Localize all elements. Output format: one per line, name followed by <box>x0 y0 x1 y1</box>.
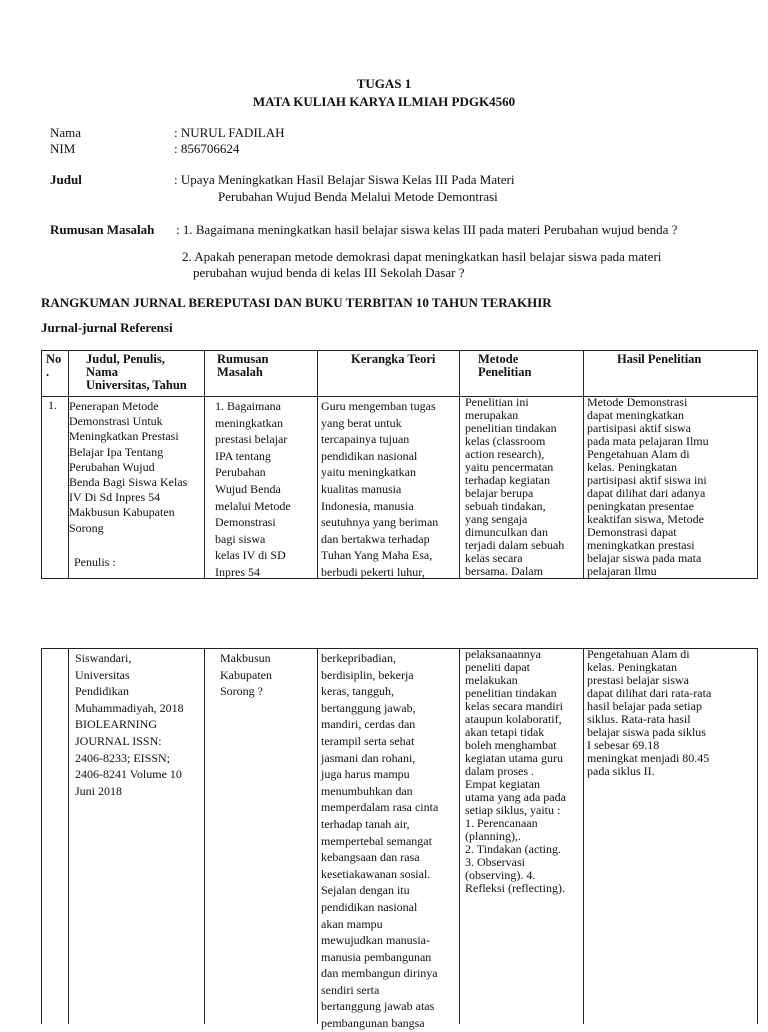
nim-label: NIM <box>50 141 76 156</box>
header-kerangka: Kerangka Teori <box>351 352 436 366</box>
cell-rumusan: Makbusun Kabupaten Sorong ? <box>220 651 272 699</box>
header-hasil: Hasil Penelitian <box>617 352 702 366</box>
header-metode: Metode Penelitian <box>478 352 532 379</box>
rumusan-item-2-line-1: 2. Apakah penerapan metode demokrasi dapat meningkatkan hasil belajar siswa pada materi <box>182 249 662 264</box>
table-border <box>41 350 757 351</box>
nama-value: : NURUL FADILAH <box>174 125 285 140</box>
cell-judul: Siswandari, Universitas Pendidikan Muhammadiyah, 2018 BIOLEARNING JOURNAL ISSN: 2406-8233; EISSN; 2406-8241 Volume 10 Juni 2018 <box>75 651 184 798</box>
cell-judul: Penerapan Metode Demonstrasi Untuk Meningkatkan Prestasi Belajar Ipa Tentang Perubahan Wujud Benda Bagi Siswa Kelas IV Di Sd Inpres 54 Makbusun Kabupaten Sorong <box>69 399 188 535</box>
judul-label: Judul <box>50 172 82 187</box>
table-border <box>459 648 460 1024</box>
cell-penulis: Penulis : <box>74 555 116 569</box>
table-border <box>68 648 69 1024</box>
nim-value: : 856706624 <box>174 141 240 156</box>
rumusan-item-1: : 1. Bagaimana meningkatkan hasil belajar siswa kelas III pada materi Perubahan wujud benda ? <box>176 222 678 237</box>
table-border <box>317 648 318 1024</box>
table-border <box>757 350 758 579</box>
doc-title-tugas: TUGAS 1 <box>356 76 412 91</box>
rumusan-label: Rumusan Masalah <box>50 222 155 237</box>
cell-hasil: Pengetahuan Alam di kelas. Peningkatan prestasi belajar siswa dapat dilihat dari rata-rata hasil belajar pada setiap siklus. Rata-rata hasil belajar siswa pada siklus I sebesar 69.18 meningkat menjadi 80.45 pada siklus II. <box>587 647 712 778</box>
section-subheading: Jurnal-jurnal Referensi <box>41 320 173 335</box>
section-heading: RANGKUMAN JURNAL BEREPUTASI DAN BUKU TERBITAN 10 TAHUN TERAKHIR <box>41 295 552 310</box>
table-border <box>757 648 758 1024</box>
cell-metode: Penelitian ini merupakan penelitian tindakan kelas (classroom action research), yaitu pencermatan terhadap kegiatan belajar berupa sebuah tindakan, yang sengaja dimunculkan dan terjadi dalam sebuah kelas secara bersama. Dalam <box>465 395 565 578</box>
table-border <box>41 350 42 579</box>
table-border <box>41 648 42 1024</box>
doc-title-mata-kuliah: MATA KULIAH KARYA ILMIAH PDGK4560 <box>252 94 516 109</box>
table-border <box>459 350 460 579</box>
row-number: 1. <box>48 398 57 412</box>
header-rumusan: Rumusan Masalah <box>217 352 269 379</box>
rumusan-item-2-line-2: perubahan wujud benda di kelas III Sekolah Dasar ? <box>193 265 465 280</box>
header-judul: Judul, Penulis, Nama Universitas, Tahun <box>86 352 187 392</box>
header-no: No . <box>46 352 62 379</box>
cell-metode: pelaksanaannya peneliti dapat melakukan penelitian tindakan kelas secara mandiri ataupun kolaboratif, akan tetapi tidak boleh menghambat kegiatan utama guru dalam proses . Empat kegiatan utama yang ada pada setiap siklus, yaitu : 1. Perencanaan (planning),. 2. Tindakan (acting. 3. Observasi (observing). 4. Refleksi (reflecting). <box>465 647 566 895</box>
judul-line-1: : Upaya Meningkatkan Hasil Belajar Siswa Kelas III Pada Materi <box>174 172 515 187</box>
cell-kerangka: berkepribadian, berdisiplin, bekerja keras, tangguh, bertanggung jawab, mandiri, cerdas dan terampil serta sehat jasmani dan rohani, juga harus mampu menumbuhkan dan memperdalam rasa cinta terhadap tanah air, mempertebal semangat kebangsaan dan rasa kesetiakawanan sosial. Sejalan dengan itu pendidikan nasional akan mampu mewujudkan manusia- manusia pembangunan dan membangun dirinya sendiri serta bertanggung jawab atas pembangunan bangsa <box>321 651 439 1031</box>
cell-kerangka: Guru mengemban tugas yang berat untuk tercapainya tujuan pendidikan nasional yaitu meningkatkan kualitas manusia Indonesia, manusia seutuhnya yang beriman dan bertakwa terhadap Tuhan Yang Maha Esa, berbudi pekerti luhur, <box>321 399 439 579</box>
judul-line-2: Perubahan Wujud Benda Melalui Metode Demontrasi <box>218 189 498 204</box>
table-border <box>317 350 318 579</box>
nama-label: Nama <box>50 125 82 140</box>
cell-hasil: Metode Demonstrasi dapat meningkatkan partisipasi aktif siswa pada mata pelajaran Ilmu Pengetahuan Alam di kelas. Peningkatan partisipasi aktif siswa ini dapat dilihat dari adanya peningkatan presentae keaktifan siswa, Metode Demonstrasi dapat meningkatkan prestasi belajar siswa pada mata pelajaran Ilmu <box>587 395 709 578</box>
cell-rumusan: 1. Bagaimana meningkatkan prestasi belajar IPA tentang Perubahan Wujud Benda melalui Metode Demonstrasi bagi siswa kelas IV di SD Inpres 54 <box>215 399 291 579</box>
